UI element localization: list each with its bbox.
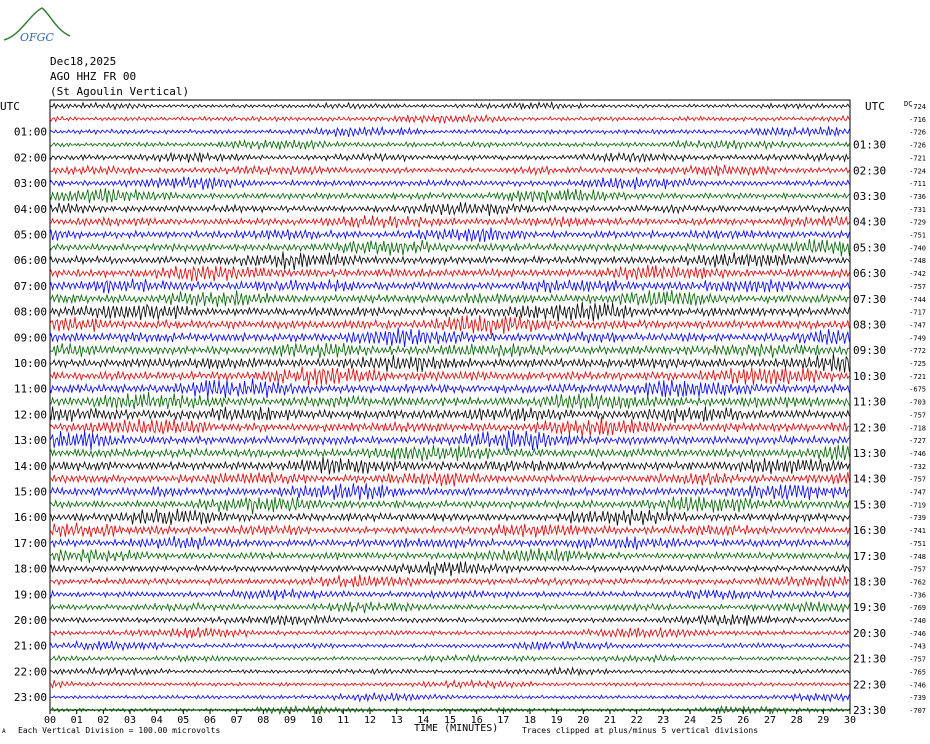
x-tick-label: 19 (550, 715, 563, 726)
right-hour-label: 13:30 (853, 447, 887, 460)
right-hour-label: 09:30 (853, 344, 887, 358)
seismic-trace-13 (50, 265, 849, 282)
dc-offset-label: -716 (909, 115, 926, 124)
dc-offset-label: -748 (909, 552, 926, 561)
station-label: AGO HHZ FR 00 (50, 70, 137, 83)
x-tick-label: 07 (230, 715, 243, 726)
dc-offset-label: -751 (909, 231, 926, 240)
dc-offset-label: -736 (909, 193, 926, 201)
dc-offset-label: -732 (909, 462, 926, 471)
dc-offset-label: -749 (909, 334, 926, 343)
dc-offset-label: -748 (909, 257, 926, 266)
dc-offset-label: -742 (909, 270, 926, 279)
seismic-trace-45 (50, 680, 849, 688)
seismic-trace-11 (50, 239, 849, 256)
dc-offset-label: -724 (909, 103, 926, 111)
dc-offset-label: -769 (909, 604, 926, 613)
dc-offset-label: -736 (909, 591, 926, 600)
clip-note: Traces clipped at plus/minus 5 vertical divisions (522, 726, 759, 735)
dc-offset-label: -762 (909, 578, 926, 587)
dc-offset-label: -744 (909, 295, 926, 304)
left-hour-label: 22:00 (13, 665, 47, 679)
left-hour-label: 02:00 (13, 151, 47, 165)
dc-offset-label: -726 (909, 128, 926, 137)
dc-offset-label: -739 (909, 514, 926, 523)
seismic-trace-42 (50, 641, 849, 650)
x-tick-label: 05 (177, 715, 190, 726)
dc-offset-label: -757 (909, 655, 926, 664)
x-tick-label: 14 (417, 715, 430, 726)
x-tick-label: 25 (710, 715, 723, 726)
dc-offset-label: -746 (909, 450, 926, 458)
seismic-trace-29 (50, 472, 849, 487)
dc-offset-label: -731 (909, 205, 926, 214)
location-label: (St Agoulin Vertical) (50, 85, 190, 98)
dc-offset-label: -721 (909, 372, 926, 381)
seismic-trace-39 (50, 601, 849, 613)
x-tick-label: 01 (70, 715, 83, 726)
dc-offset-label: -707 (909, 707, 926, 715)
left-hour-label: 16:00 (13, 511, 47, 525)
seismic-trace-14 (50, 279, 849, 294)
x-tick-label: 26 (737, 715, 750, 726)
seismic-trace-20 (50, 354, 849, 373)
dc-offset-label: -747 (909, 488, 926, 497)
left-utc-label: UTC (0, 100, 20, 113)
right-hour-label: 19:30 (853, 601, 887, 615)
right-hour-label: 07:30 (853, 292, 887, 306)
right-hour-label: 05:30 (853, 241, 887, 255)
right-hour-label: 16:30 (853, 524, 887, 538)
dc-offset-label: -717 (909, 308, 926, 317)
date-label: Dec18,2025 (50, 55, 117, 68)
seismic-trace-36 (50, 562, 849, 577)
dc-offset-label: -703 (909, 398, 926, 407)
seismic-trace-38 (50, 589, 849, 601)
seismic-trace-2 (50, 126, 849, 137)
dc-offset-label: -718 (909, 424, 926, 433)
seismic-trace-23 (50, 392, 849, 409)
left-hour-label: 15:00 (13, 485, 47, 499)
dc-offset-label: -740 (909, 244, 926, 253)
seismic-trace-31 (50, 497, 849, 515)
dc-offset-label: -726 (909, 141, 926, 150)
seismic-trace-44 (50, 668, 849, 675)
x-tick-label: 29 (817, 715, 830, 726)
x-tick-label: 27 (763, 715, 777, 726)
x-tick-label: 08 (257, 715, 270, 726)
right-hour-label: 12:30 (853, 421, 887, 435)
seismic-trace-19 (50, 343, 849, 359)
dc-offset-label: -765 (909, 668, 926, 677)
dc-offset-label: -727 (909, 437, 926, 446)
left-hour-label: 04:00 (13, 202, 47, 216)
dc-offset-label: -741 (909, 527, 926, 536)
x-tick-label: 30 (843, 715, 857, 726)
left-hour-label: 12:00 (13, 408, 47, 422)
right-hour-label: 21:30 (853, 652, 887, 666)
left-hour-label: 01:00 (13, 125, 47, 139)
right-hour-label: 08:30 (853, 318, 887, 332)
seismic-trace-3 (50, 140, 849, 150)
dc-offset-label: -721 (909, 154, 926, 163)
x-tick-label: 00 (43, 715, 57, 726)
scale-note: Each Vertical Division = 100.00 microvolts (18, 726, 221, 735)
seismic-trace-27 (50, 445, 849, 461)
left-hour-label: 13:00 (13, 434, 47, 448)
left-hour-label: 06:00 (13, 254, 47, 268)
seismic-trace-22 (50, 378, 849, 398)
left-hour-label: 10:00 (13, 357, 47, 370)
seismic-trace-37 (50, 575, 849, 588)
right-hour-label: 04:30 (853, 215, 887, 229)
right-hour-label: 11:30 (853, 395, 887, 409)
left-hour-label: 20:00 (13, 614, 47, 627)
seismic-trace-5 (50, 165, 849, 176)
seismic-trace-9 (50, 215, 849, 228)
x-tick-label: 11 (337, 715, 350, 726)
x-tick-label: 24 (683, 715, 697, 726)
left-hour-label: 18:00 (13, 562, 47, 576)
x-tick-label: 10 (310, 715, 323, 726)
seismic-trace-25 (50, 417, 849, 436)
right-hour-label: 15:30 (853, 498, 887, 512)
corner-mark: A (2, 728, 6, 735)
right-hour-label: 01:30 (853, 138, 887, 152)
seismic-trace-7 (50, 188, 849, 203)
seismic-trace-28 (50, 457, 849, 475)
x-tick-label: 20 (577, 715, 590, 726)
seismic-trace-21 (50, 367, 849, 386)
dc-offset-label: -757 (909, 565, 926, 574)
right-hour-label: 18:30 (853, 575, 887, 589)
dc-offset-label: -729 (909, 218, 926, 227)
seismic-trace-46 (50, 693, 849, 702)
dc-offset-label: -751 (909, 539, 926, 548)
dc-offset-label: -711 (909, 180, 926, 189)
x-tick-label: 13 (390, 715, 403, 726)
seismic-trace-33 (50, 523, 849, 538)
plot-frame (50, 100, 850, 710)
x-tick-label: 28 (790, 715, 803, 726)
seismic-trace-32 (50, 509, 849, 526)
right-hour-label: 10:30 (853, 369, 887, 383)
right-hour-label: 23:30 (853, 704, 887, 717)
seismic-trace-15 (50, 290, 849, 307)
right-hour-label: 17:30 (853, 549, 887, 563)
dc-offset-label: -757 (909, 475, 926, 484)
x-tick-label: 09 (283, 715, 297, 726)
seismic-trace-6 (50, 177, 849, 190)
x-tick-label: 21 (603, 715, 617, 726)
dc-offset-label: -675 (909, 385, 926, 394)
seismic-trace-1 (50, 115, 849, 124)
left-hour-label: 03:00 (13, 177, 47, 191)
dc-offset-label: -757 (909, 411, 926, 420)
left-hour-label: 07:00 (13, 279, 47, 293)
dc-offset-label: -719 (909, 501, 926, 510)
x-tick-label: 03 (123, 715, 137, 726)
x-tick-label: 12 (363, 715, 377, 726)
dc-offset-label: -747 (909, 321, 926, 330)
left-hour-label: 23:00 (13, 691, 47, 705)
dc-offset-label: -725 (909, 360, 926, 368)
right-hour-label: 14:30 (853, 472, 887, 486)
seismic-trace-8 (50, 202, 849, 216)
dc-corner-label: DC (904, 100, 913, 108)
left-hour-label: 19:00 (13, 588, 47, 602)
logo-text: OFGC (20, 31, 54, 44)
right-utc-label: UTC (865, 100, 885, 113)
seismic-trace-35 (50, 548, 849, 563)
left-hour-label: 17:00 (13, 536, 47, 550)
x-tick-label: 16 (470, 715, 483, 726)
right-hour-label: 03:30 (853, 190, 887, 203)
seismic-trace-0 (50, 102, 849, 109)
dc-offset-label: -746 (909, 629, 926, 638)
x-axis-title: TIME (MINUTES) (414, 723, 499, 734)
seismic-trace-17 (50, 315, 849, 335)
right-hour-label: 22:30 (853, 678, 887, 692)
left-hour-label: 05:00 (13, 228, 47, 242)
seismic-trace-4 (50, 153, 849, 163)
left-hour-label: 11:00 (13, 382, 47, 396)
x-tick-label: 06 (203, 715, 217, 726)
x-tick-label: 23 (657, 715, 670, 726)
dc-offset-label: -743 (909, 642, 926, 651)
left-hour-label: 08:00 (13, 305, 47, 319)
seismic-trace-18 (50, 328, 849, 348)
x-tick-label: 02 (97, 715, 110, 726)
right-hour-label: 20:30 (853, 626, 887, 640)
seismic-trace-30 (50, 483, 849, 500)
seismic-trace-34 (50, 536, 849, 549)
seismic-trace-10 (50, 228, 849, 242)
left-hour-label: 09:00 (13, 331, 47, 345)
seismic-trace-24 (50, 406, 849, 423)
right-hour-label: 06:30 (853, 267, 887, 281)
left-hour-label: 14:00 (13, 459, 47, 473)
seismic-trace-26 (50, 430, 849, 450)
dc-offset-label: -757 (909, 282, 926, 291)
x-tick-label: 18 (523, 715, 537, 726)
dc-offset-label: -772 (909, 347, 926, 356)
dc-offset-label: -746 (909, 681, 926, 690)
seismic-trace-40 (50, 615, 849, 626)
x-tick-label: 04 (150, 715, 163, 726)
right-hour-label: 02:30 (853, 164, 887, 178)
x-tick-label: 17 (497, 715, 510, 726)
dc-offset-label: -739 (909, 694, 926, 703)
seismic-trace-43 (50, 655, 849, 662)
dc-offset-label: -740 (909, 617, 926, 625)
seismic-trace-12 (50, 252, 849, 270)
seismic-trace-41 (50, 627, 849, 638)
left-hour-label: 21:00 (13, 639, 47, 653)
x-tick-label: 22 (630, 715, 643, 726)
x-tick-label: 15 (443, 715, 457, 726)
dc-offset-label: -724 (909, 167, 926, 176)
